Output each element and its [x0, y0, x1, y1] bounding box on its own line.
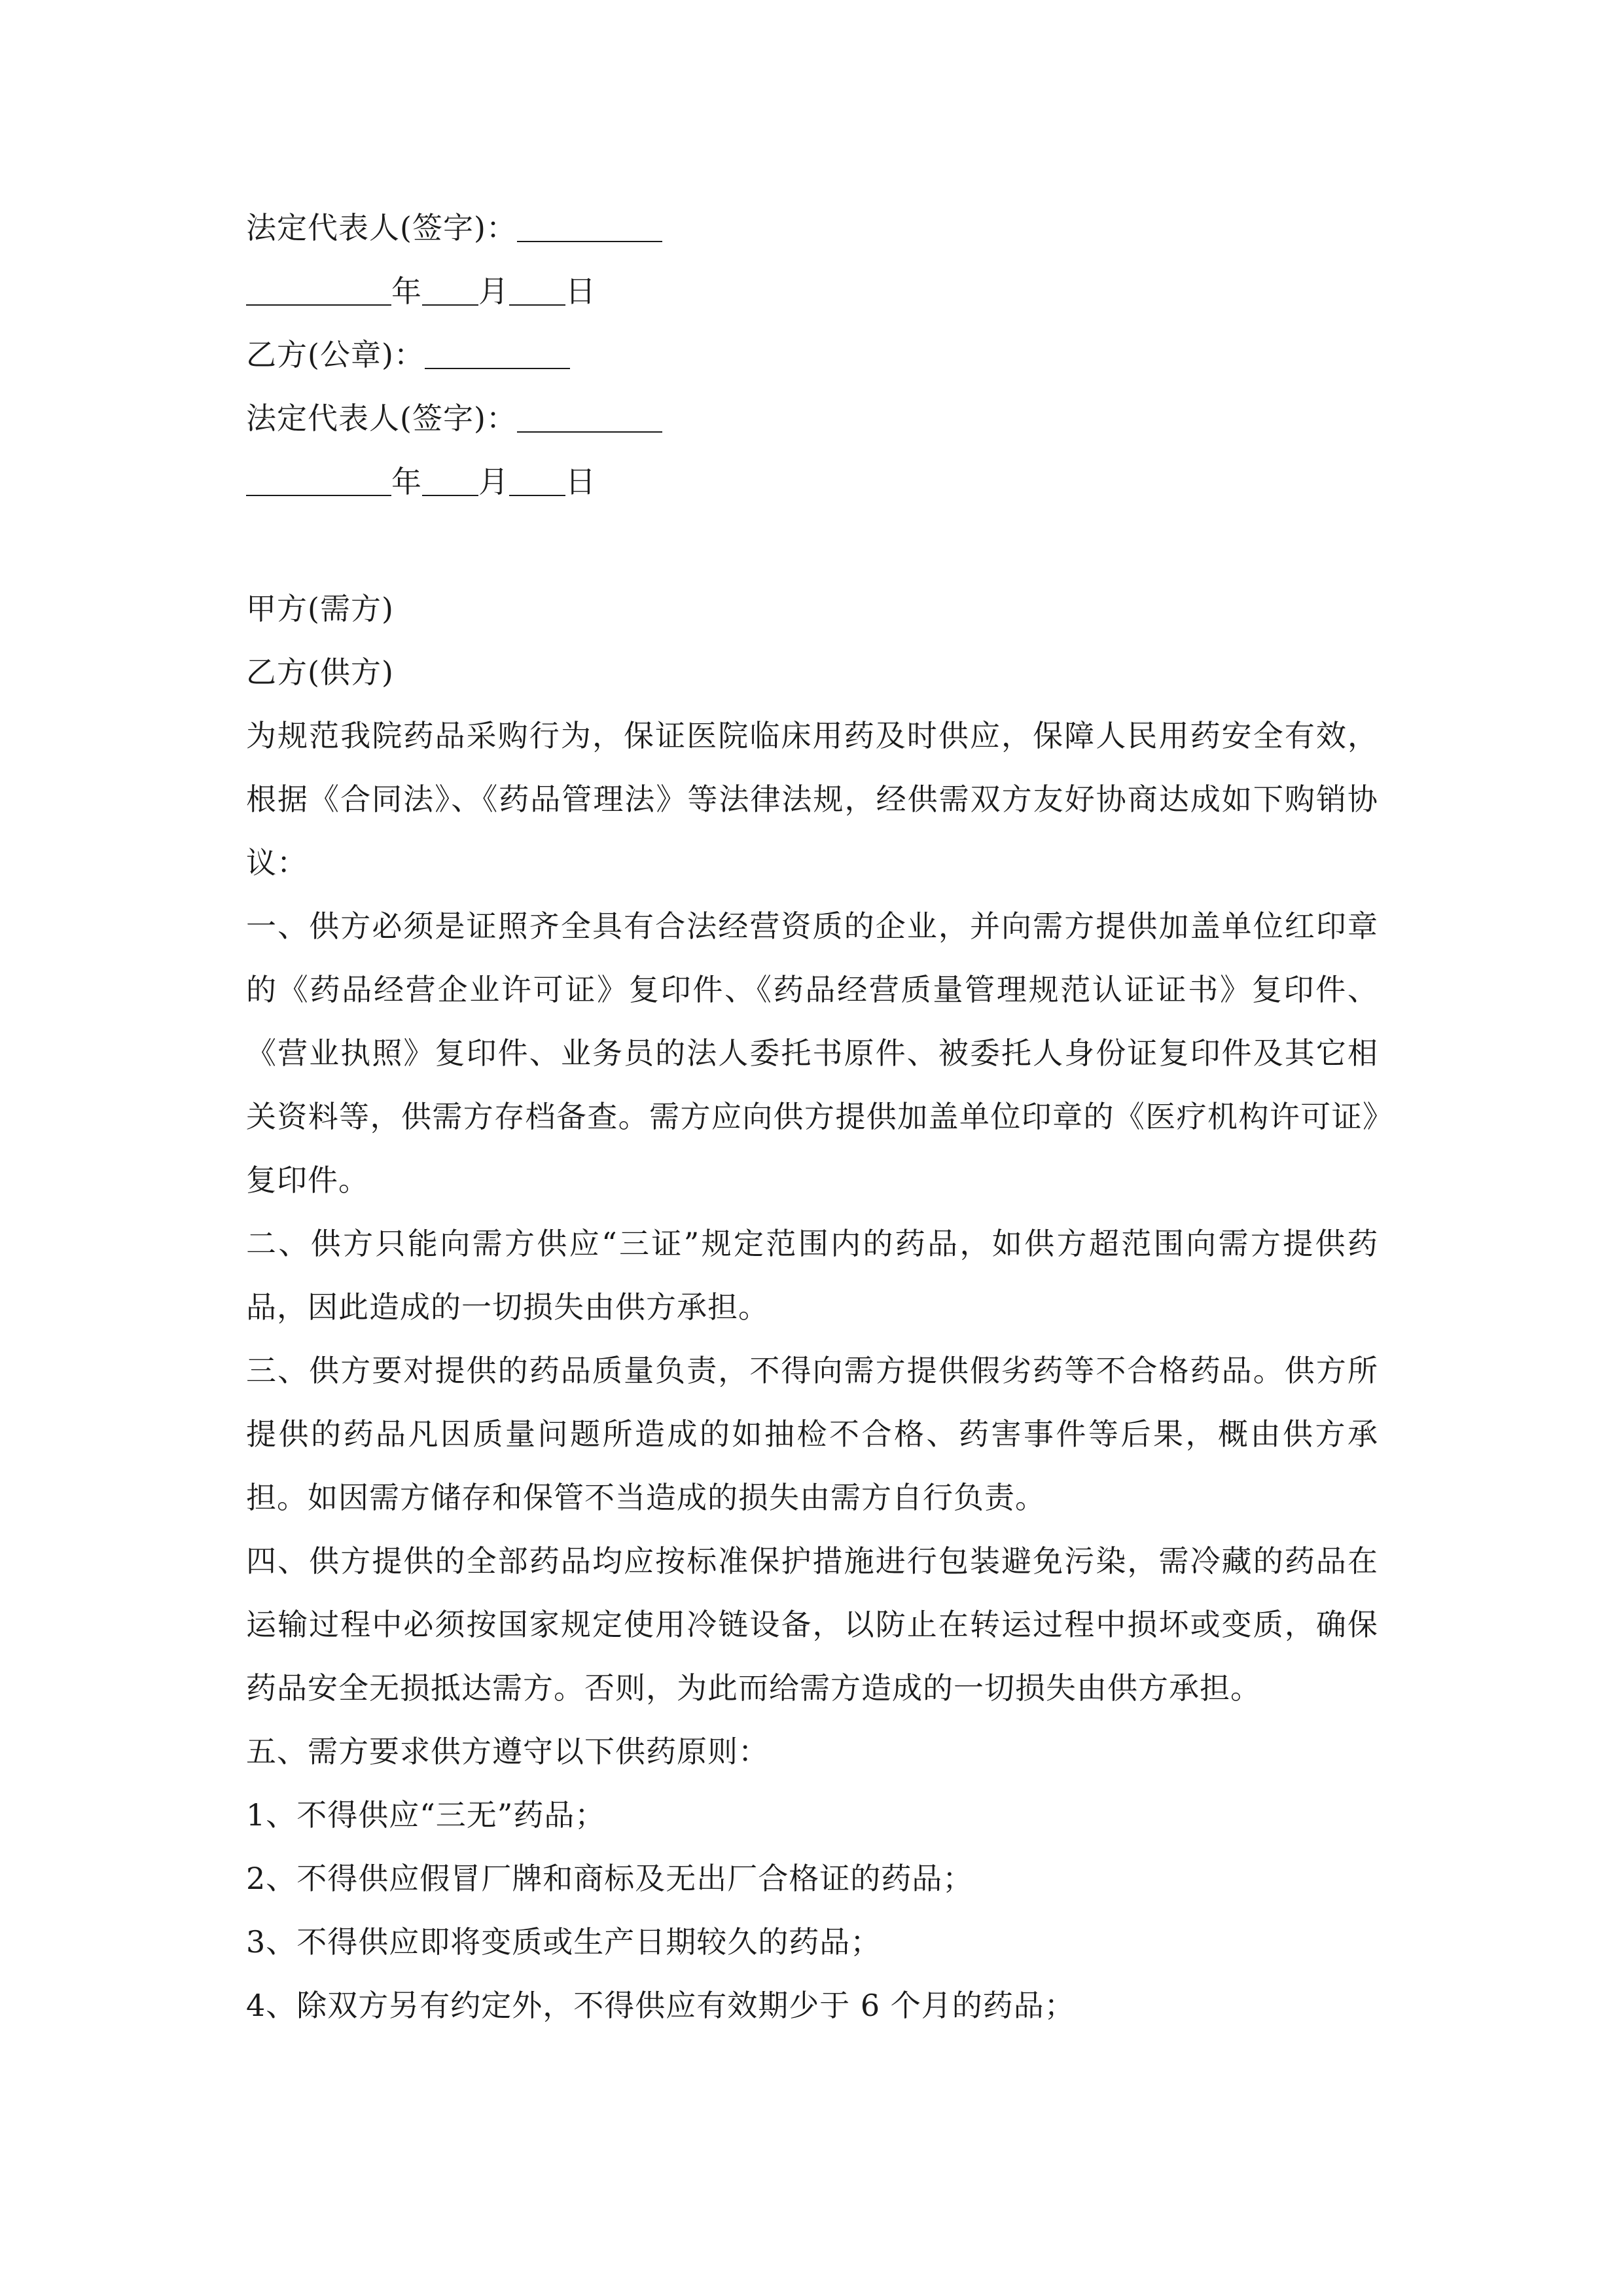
legal-rep-label: 法定代表人(签字)： — [246, 401, 517, 436]
signature-blank — [517, 211, 662, 242]
preamble-paragraph: 为规范我院药品采购行为，保证医院临床用药及时供应，保障人民用药安全有效，根据《合同法》、《药品管理法》等法律法规，经供需双方友好协商达成如下购销协议： — [246, 718, 1378, 880]
day-blank — [509, 465, 565, 496]
day-label: 日 — [565, 274, 596, 309]
year-blank — [246, 465, 391, 496]
legal-rep-signature-line-1 — [246, 196, 1378, 260]
party-b-seal-line — [246, 323, 1378, 387]
rule-2-item: 2、不得供应假冒厂牌和商标及无出厂合格证的药品； — [246, 1861, 974, 1896]
party-a-line: 甲方(需方) — [246, 591, 394, 626]
party-b-seal-label: 乙方(公章)： — [246, 337, 425, 372]
month-blank — [422, 465, 478, 496]
section-spacer — [246, 514, 1378, 577]
rule-4-item: 4、除双方另有约定外，不得供应有效期少于 6 个月的药品； — [246, 1988, 1075, 2023]
year-blank — [246, 274, 391, 306]
year-label: 年 — [391, 274, 422, 309]
seal-blank — [425, 338, 570, 369]
month-label: 月 — [478, 464, 509, 499]
legal-rep-label: 法定代表人(签字)： — [246, 210, 517, 245]
clause-2-paragraph: 二、供方只能向需方供应“三证”规定范围内的药品，如供方超范围向需方提供药品，因此造成的一切损失由供方承担。 — [246, 1226, 1378, 1325]
rule-3-item: 3、不得供应即将变质或生产日期较久的药品； — [246, 1924, 882, 1960]
day-blank — [509, 274, 565, 306]
year-label: 年 — [391, 464, 422, 499]
document-body — [246, 196, 1378, 2037]
legal-rep-signature-line-2 — [246, 387, 1378, 450]
signature-blank — [517, 401, 662, 433]
rule-1-item: 1、不得供应“三无”药品； — [246, 1797, 606, 1833]
party-b-line: 乙方(供方) — [246, 655, 394, 690]
clause-1-paragraph: 一、供方必须是证照齐全具有合法经营资质的企业，并向需方提供加盖单位红印章的《药品经营企业许可证》复印件、《药品经营质量管理规范认证证书》复印件、《营业执照》复印件、业务员的法人委托书原件、被委托人身份证复印件及其它相关资料等，供需方存档备查。需方应向供方提供加盖单位印章的《医疗机构许可证》复印件。 — [246, 908, 1378, 1198]
clause-5-paragraph: 五、需方要求供方遵守以下供药原则： — [246, 1734, 769, 1769]
clause-4-paragraph: 四、供方提供的全部药品均应按标准保护措施进行包装避免污染，需冷藏的药品在运输过程中必须按国家规定使用冷链设备，以防止在转运过程中损坏或变质，确保药品安全无损抵达需方。否则，为此而给需方造成的一切损失由供方承担。 — [246, 1543, 1378, 1706]
date-line-1 — [246, 260, 1378, 323]
month-label: 月 — [478, 274, 509, 309]
month-blank — [422, 274, 478, 306]
day-label: 日 — [565, 464, 596, 499]
clause-3-paragraph: 三、供方要对提供的药品质量负责，不得向需方提供假劣药等不合格药品。供方所提供的药品凡因质量问题所造成的如抽检不合格、药害事件等后果，概由供方承担。如因需方储存和保管不当造成的损失由需方自行负责。 — [246, 1353, 1378, 1515]
date-line-2 — [246, 450, 1378, 514]
